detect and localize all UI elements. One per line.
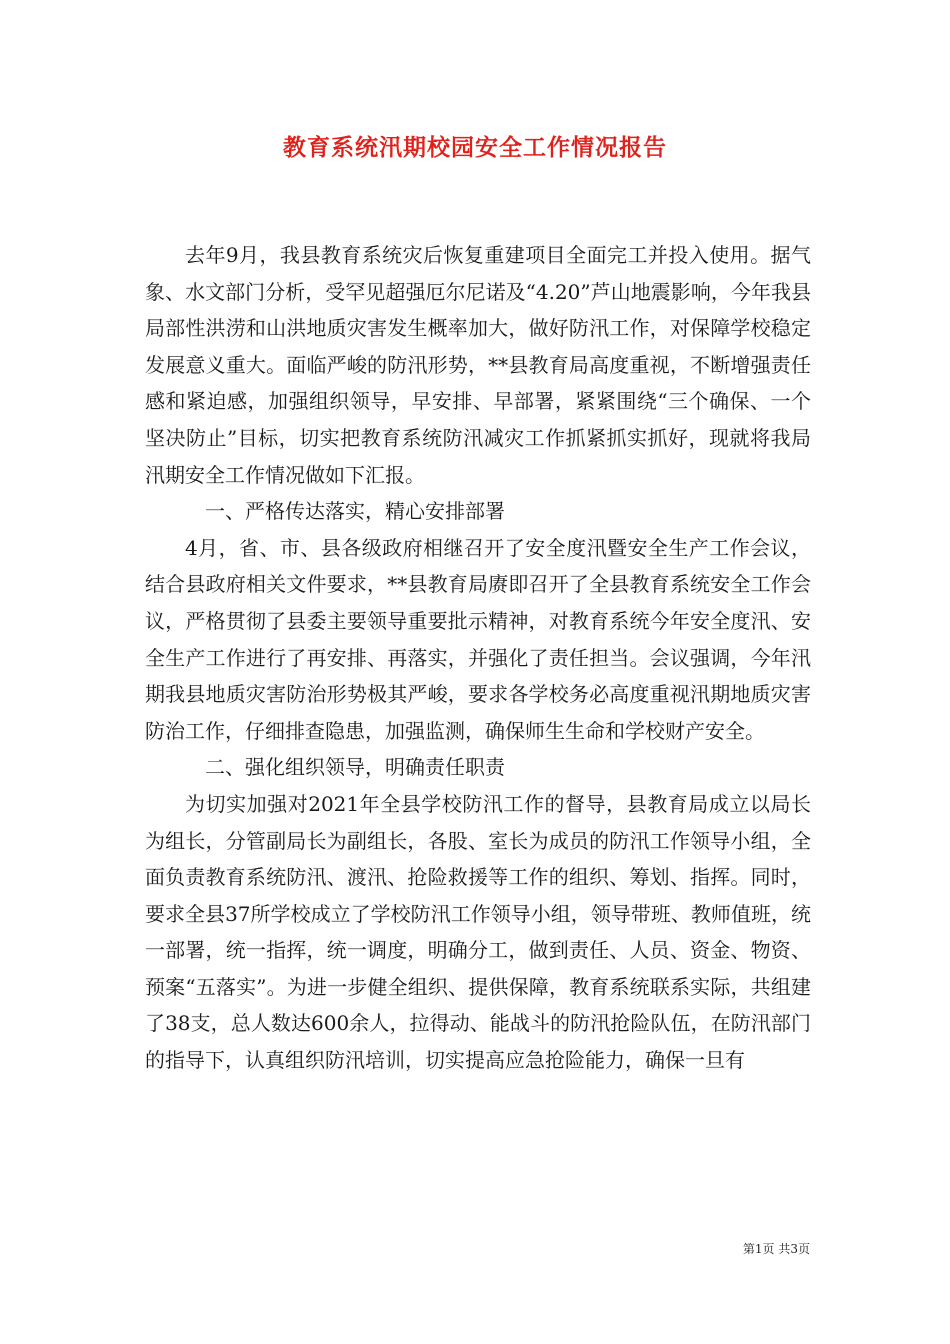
- page-number-footer: 第1页 共3页: [742, 1242, 810, 1256]
- paragraph-section-2: 为切实加强对2021年全县学校防汛工作的督导，县教育局成立以局长为组长，分管副局长为副组长，各股、室长为成员的防汛工作领导小组，全面负责教育系统防汛、渡汛、抢险救援等工作的组织、筹划、指挥。同时，要求全县37所学校成立了学校防汛工作领导小组，领导带班、教师值班，统一部署，统一指挥，统一调度，明确分工，做到责任、人员、资金、物资、预案“五落实”。为进一步健全组织、提供保障，教育系统联系实际，共组建了38支，总人数达600余人，拉得动、能战斗的防汛抢险队伍，在防汛部门的指导下，认真组织防汛培训，切实提高应急抢险能力，确保一旦有: [145, 791, 811, 1073]
- document-body: [145, 237, 811, 1079]
- paragraph-intro: 去年9月，我县教育系统灾后恢复重建项目全面完工并投入使用。据气象、水文部门分析，受罕见超强厄尔尼诺及“4.20”芦山地震影响，今年我县局部性洪涝和山洪地质灾害发生概率加大，做好防汛工作，对保障学校稳定发展意义重大。面临严峻的防汛形势，**县教育局高度重视，不断增强责任感和紧迫感，加强组织领导，早安排、早部署，紧紧围绕“三个确保、一个坚决防止”目标，切实把教育系统防汛减灾工作抓紧抓实抓好，现就将我局汛期安全工作情况做如下汇报。: [145, 243, 811, 487]
- document-title: 教育系统汛期校园安全工作情况报告: [283, 134, 667, 161]
- paragraph-section-1: 4月，省、市、县各级政府相继召开了安全度汛暨安全生产工作会议，结合县政府相关文件要求，**县教育局赓即召开了全县教育系统安全工作会议，严格贯彻了县委主要领导重要批示精神，对教育系统今年安全度汛、安全生产工作进行了再安排、再落实，并强化了责任担当。会议强调，今年汛期我县地质灾害防治形势极其严峻，要求各学校务必高度重视汛期地质灾害防治工作，仔细排查隐患，加强监测，确保师生生命和学校财产安全。: [145, 535, 811, 743]
- section-heading-1: 一、严格传达落实，精心安排部署: [205, 499, 505, 524]
- section-heading-2: 二、强化组织领导，明确责任职责: [205, 755, 505, 780]
